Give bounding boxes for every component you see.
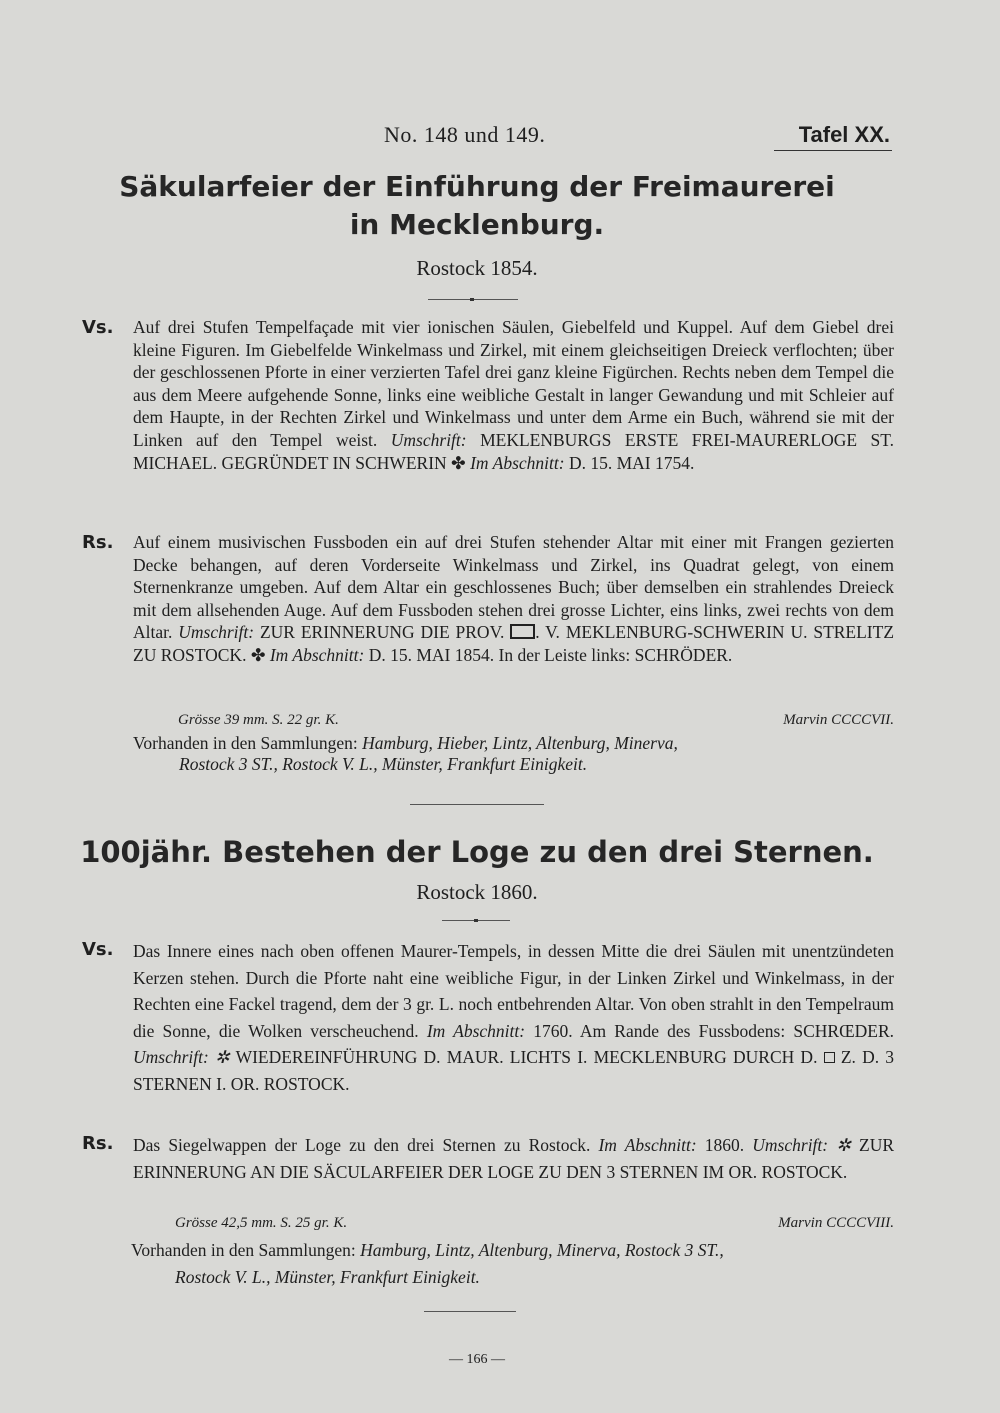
section-divider: [410, 804, 544, 805]
section2-place: Rostock 1860.: [416, 880, 538, 904]
legend-label: Umschrift: ✲: [752, 1135, 851, 1155]
obverse-exergue: D. 15. MAI 1754.: [568, 452, 695, 473]
section2-reverse: [82, 1132, 894, 1185]
section1-obverse: [82, 316, 894, 474]
page-number: — 166 —: [449, 1352, 505, 1367]
reverse-description: Das Siegelwappen der Loge zu den drei Sternen zu Rostock.: [133, 1135, 591, 1155]
section2-holdings: [131, 1237, 894, 1291]
holdings-label: Vorhanden in den Sammlungen:: [131, 1240, 356, 1260]
reverse-tail: In der Leiste links: SCHRÖDER.: [498, 644, 733, 665]
exergue-label: Im Abschnitt:: [269, 644, 365, 665]
section1-place: Rostock 1854.: [416, 256, 538, 280]
header-rule: [774, 150, 892, 151]
holdings-list-line1: Hamburg, Lintz, Altenburg, Minerva, Rostock 3 ST.,: [360, 1240, 724, 1260]
exergue-label: Im Abschnitt:: [598, 1135, 697, 1155]
lodge-rectangle-symbol: [510, 624, 535, 639]
reverse-description: Auf einem musivischen Fussboden ein auf drei Stufen stehender Altar mit einer mit Frangen gezierten Decke behangen, auf deren Vorderseite Winkelmass und Zirkel, ins Quadrat gelegt, von einem Sternenkranze umgeben. Auf dem Altar ein geschlossenes Buch; über demselben ein strahlendes Dreieck mit dem allsehenden Auge. Auf dem Fussboden stehen drei grosse Lichter, eins links, zwei rechts von dem Altar.: [133, 532, 894, 643]
section1-size-line: [178, 712, 894, 729]
obverse-description: Das Innere eines nach oben offenen Maurer-Tempels, in dessen Mitte die drei Säulen mit unentzündeten Kerzen stehen. Durch die Pforte naht eine weibliche Figur, in der Linken Zirkel und Winkelmass, in der Rechten eine Fackel tragend, dem der 3 gr. L. noch entbehrenden Altar. Von oben strahlt in den Tempelraum die Sonne, die Wolken verscheuchend.: [133, 941, 894, 1041]
exergue-label: Im Abschnitt:: [470, 452, 565, 473]
lodge-square-symbol: [824, 1052, 835, 1063]
exergue-label: Im Abschnitt:: [426, 1020, 526, 1041]
page-header: [0, 122, 1000, 156]
reverse-exergue: D. 15. MAI 1854.: [368, 644, 495, 665]
obverse-legend: MEKLENBURGS ERSTE FREI-MAURERLOGE ST. MICHAEL. GEGRÜNDET IN SCHWERIN ✤: [133, 429, 895, 473]
closing-rule: [424, 1311, 516, 1312]
size-weight: Grösse 39 mm. S. 22 gr. K.: [178, 712, 339, 728]
legend-label: Umschrift:: [178, 622, 255, 643]
catalogue-numbers: No. 148 und 149.: [384, 122, 546, 147]
holdings-list-line2: Rostock 3 ST., Rostock V. L., Münster, Frankfurt Einigkeit.: [179, 754, 588, 774]
holdings-label: Vorhanden in den Sammlungen:: [133, 733, 358, 753]
ornament-dot: [474, 919, 478, 922]
reverse-label: Rs.: [82, 532, 114, 553]
plate-number: Tafel XX.: [798, 122, 890, 147]
legend-label: Umschrift:: [390, 429, 467, 450]
section1-title-line1: Säkularfeier der Einführung der Freimaurerei: [119, 170, 835, 203]
holdings-list-line1: Hamburg, Hieber, Lintz, Altenburg, Minerva,: [362, 733, 678, 753]
holdings-list-line2: Rostock V. L., Münster, Frankfurt Einigkeit.: [175, 1267, 480, 1287]
obverse-description: Auf drei Stufen Tempelfaçade mit vier ionischen Säulen, Giebelfeld und Kuppel. Auf dem Giebel drei kleine Figuren. Im Giebelfelde Winkelmass und Zirkel, mit einem gleichseitigen Dreieck verflochten; über der geschlossenen Pforte in einer verzierten Tafel drei ganz kleine Figürchen. Rechts neben dem Tempel die aus dem Meere aufgehende Sonne, links eine weibliche Gestalt in langer Gewandung und mit Schleier auf dem Haupte, in der Rechten Zirkel und Winkelmass und unter dem Arme ein Buch, während sie mit der Linken auf den Tempel weist.: [133, 317, 894, 450]
reverse-legend: ZUR ERINNERUNG AN DIE SÄCULARFEIER DER LOGE ZU DEN 3 STERNEN IM OR. ROSTOCK.: [133, 1135, 894, 1182]
section1-holdings: [133, 733, 894, 775]
marvin-reference: Marvin CCCCVII.: [783, 712, 894, 728]
marvin-reference: Marvin CCCCVIII.: [778, 1215, 894, 1231]
obverse-legend-part2: Z. D. 3 STERNEN I. OR. ROSTOCK.: [133, 1047, 895, 1094]
section1-title: [0, 168, 954, 244]
section2-obverse: [82, 938, 894, 1097]
ornament-dot: [470, 298, 474, 301]
reverse-exergue: 1860.: [704, 1135, 745, 1155]
obverse-legend-part1: WIEDEREINFÜHRUNG D. MAUR. LICHTS I. MECKLENBURG DURCH D.: [235, 1047, 818, 1067]
reverse-legend-part1: ZUR ERINNERUNG DIE PROV.: [259, 622, 505, 643]
section1-reverse: [82, 531, 894, 667]
section2-size-line: [175, 1215, 894, 1232]
section2-title: 100jähr. Bestehen der Loge zu den drei Sternen.: [80, 835, 874, 869]
reverse-legend-part2: . V. MEKLENBURG-SCHWERIN U. STRELITZ ZU ROSTOCK. ✤: [133, 622, 895, 665]
size-weight: Grösse 42,5 mm. S. 25 gr. K.: [175, 1215, 348, 1231]
section1-title-line2: in Mecklenburg.: [349, 208, 605, 241]
obverse-label: Vs.: [82, 939, 114, 960]
obverse-label: Vs.: [82, 317, 114, 338]
legend-label: Umschrift: ✲: [133, 1047, 230, 1067]
obverse-exergue: 1760. Am Rande des Fussbodens: SCHRŒDER.: [533, 1020, 895, 1041]
reverse-label: Rs.: [82, 1133, 114, 1154]
